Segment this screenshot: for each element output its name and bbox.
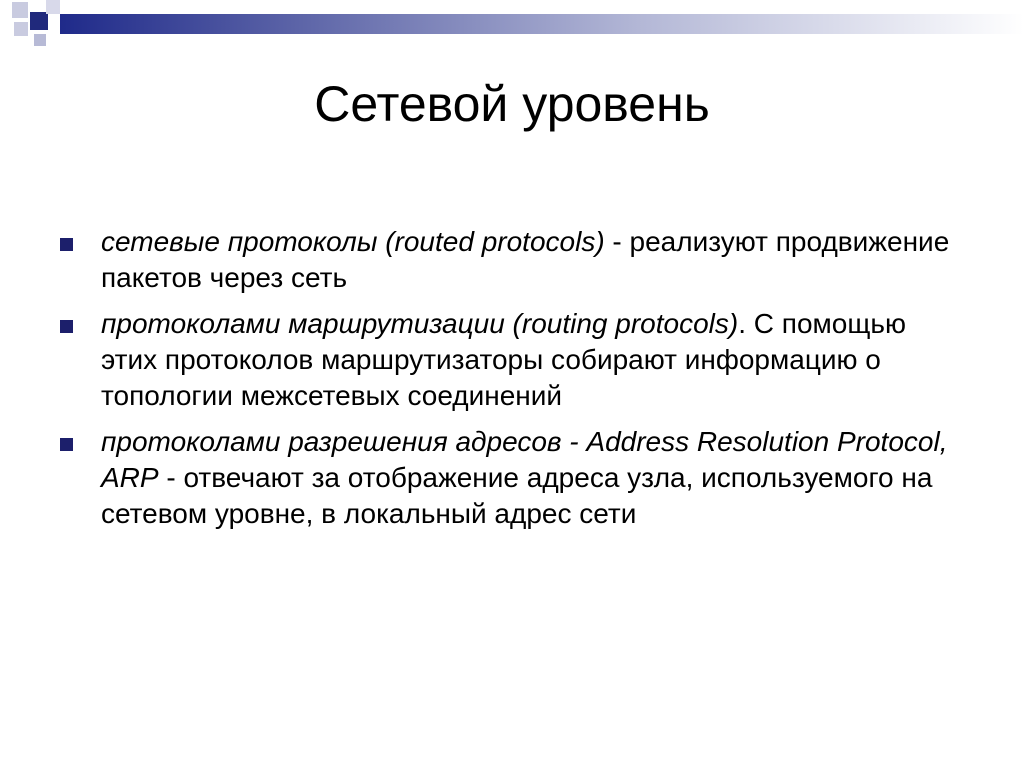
decor-square-1 <box>12 2 28 18</box>
bullet-routing-protocols <box>60 306 960 414</box>
bullet-list <box>60 224 960 542</box>
bullet-text: . С помощью этих протоколов маршрутизаторы собирают информацию о топологии межсетевых соединений <box>101 308 906 411</box>
bullet-italic-term: сетевые протоколы (routed protocols) <box>101 226 605 257</box>
decor-square-2 <box>30 12 48 30</box>
bullet-text: - отвечают за отображение адреса узла, используемого на сетевом уровне, в локальный адрес сети <box>101 462 933 529</box>
bullet-arp <box>60 424 960 532</box>
bullet-routed-protocols <box>60 224 960 296</box>
bullet-italic-term: протоколами маршрутизации (routing protocols) <box>101 308 739 339</box>
decor-square-3 <box>14 22 28 36</box>
slide-title: Сетевой уровень <box>314 76 710 132</box>
bullet-text: - реализуют продвижение пакетов через сеть <box>101 226 950 293</box>
decor-square-5 <box>34 34 46 46</box>
decor-square-4 <box>46 0 60 14</box>
bullet-square-icon <box>60 320 73 333</box>
bullet-square-icon <box>60 238 73 251</box>
bullet-italic-term: протоколами разрешения адресов - Address Resolution Protocol, ARP <box>101 426 948 493</box>
header-gradient-bar <box>60 14 1024 34</box>
bullet-square-icon <box>60 438 73 451</box>
